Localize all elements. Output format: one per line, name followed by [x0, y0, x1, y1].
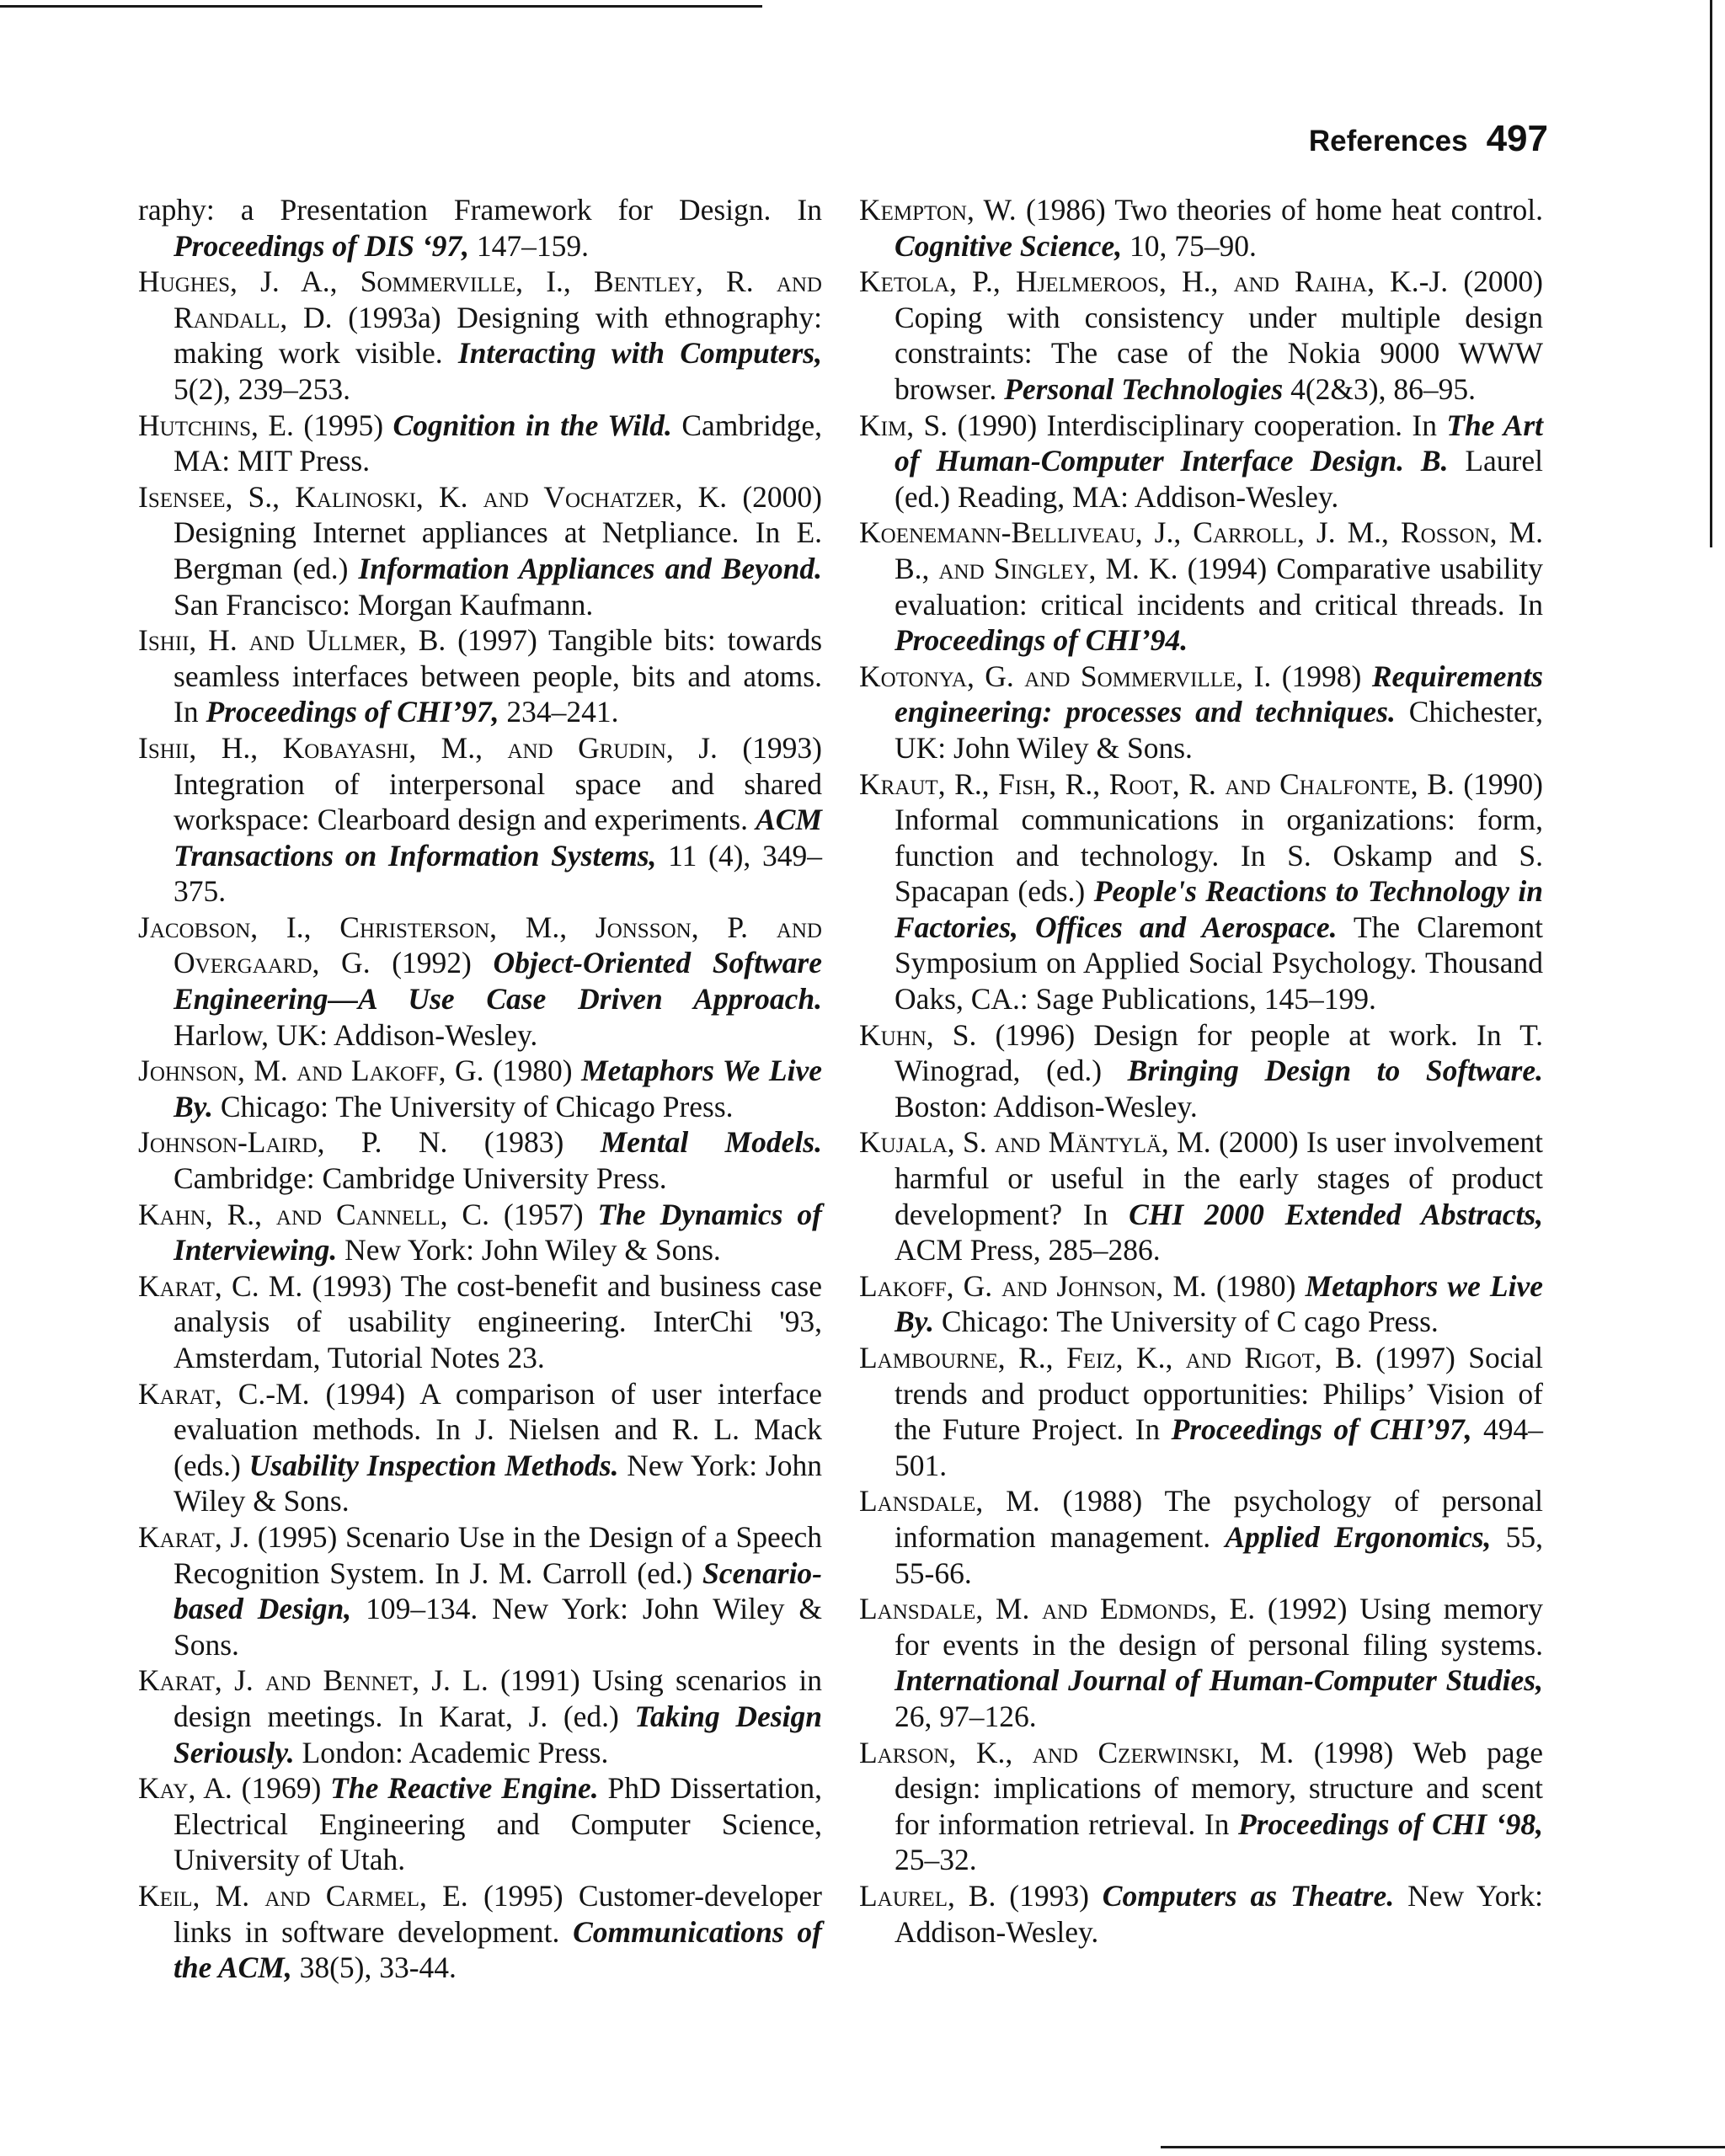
reference-authors: Lambourne, R., Feiz, K., and Rigot, B. [859, 1341, 1363, 1374]
reference-details: Boston: Addison-Wesley. [895, 1089, 1198, 1123]
reference-details: 10, 75–90. [1122, 228, 1257, 263]
references-left-column [138, 192, 822, 1986]
reference-authors: Karat, J. [138, 1519, 250, 1554]
reference-text: raphy: a Presentation Framework for Design. In [138, 193, 822, 227]
reference-authors: Hughes, J. A., Sommerville, I., Bentley, R. and Randall, D. [138, 264, 822, 334]
reference-details: San Francisco: Morgan Kaufmann. [174, 587, 594, 622]
reference-text: (1994) A comparison of user interface evaluation methods. In J. Nielsen and R. L. Mack (eds.) [174, 1376, 822, 1482]
running-header [1309, 118, 1548, 160]
reference-details: 55, 55-66. [895, 1519, 1544, 1590]
reference-authors: Ketola, P., Hjelmeroos, H., and Raiha, K.-J. [859, 264, 1449, 299]
reference-details: 4(2&3), 86–95. [1283, 371, 1476, 406]
reference-authors: Johnson-Laird, P. N. [138, 1125, 448, 1160]
reference-authors: Kay, A. [138, 1771, 232, 1806]
reference-entry [138, 264, 822, 407]
reference-text: (1980) [483, 1054, 582, 1088]
reference-details: 109–134. New York: John Wiley & Sons. [174, 1592, 823, 1662]
reference-entry [859, 408, 1543, 515]
reference-source: The Dynamics of Interviewing. [174, 1197, 822, 1267]
reference-text: (1993) The cost-benefit and business case analysis of usability engineering. InterChi '93, Amsterdam, Tutorial Notes 23. [174, 1268, 822, 1374]
reference-text: (1957) [489, 1197, 598, 1231]
reference-authors: Lakoff, G. and Johnson, M. [859, 1268, 1207, 1303]
reference-text: (1995) Scenario Use in the Design of a Speech Recognition System. In J. M. Carroll (ed.) [174, 1519, 822, 1590]
reference-text: (1992) Using memory for events in the design of personal filing systems. [895, 1592, 1544, 1662]
reference-details: 234–241. [499, 695, 619, 729]
reference-entry [138, 1197, 822, 1268]
reference-entry [138, 1124, 822, 1196]
references-right-column [859, 192, 1543, 1950]
top-rule [0, 5, 762, 8]
reference-entry [859, 1735, 1543, 1878]
reference-entry [138, 910, 822, 1053]
reference-source: Proceedings of CHI’94. [895, 623, 1188, 658]
reference-entry [859, 659, 1543, 766]
reference-authors: Larson, K., and Czerwinski, M. [859, 1735, 1295, 1769]
reference-source: People's Reactions to Technology in Factories, Offices and Aerospace. [895, 874, 1543, 944]
reference-entry [859, 1124, 1543, 1267]
reference-details: 5(2), 239–253. [174, 371, 351, 406]
reference-details: 38(5), 33-44. [291, 1951, 457, 1985]
reference-source: CHI 2000 Extended Abstracts, [1129, 1197, 1544, 1231]
reference-details: Harlow, UK: Addison-Wesley. [174, 1017, 538, 1052]
reference-details: Laurel (ed.) Reading, MA: Addison-Wesley. [895, 444, 1543, 514]
reference-source: Mental Models. [600, 1125, 822, 1160]
reference-source: Proceedings of DIS ‘97, [174, 228, 470, 263]
reference-authors: Karat, J. and Bennet, J. L. [138, 1663, 489, 1698]
reference-entry [859, 1340, 1543, 1483]
reference-entry [859, 1268, 1543, 1340]
reference-authors: Lansdale, M. [859, 1484, 1040, 1518]
reference-source: Proceedings of CHI ‘98, [1237, 1806, 1543, 1841]
reference-details: New York: John Wiley & Sons. [174, 1448, 822, 1518]
reference-text: (1991) Using scenarios in design meetings. In Karat, J. (ed.) [174, 1663, 822, 1733]
reference-text: (2000) Designing Internet appliances at Netpliance. In E. Bergman (ed.) [174, 479, 822, 585]
reference-entry [138, 1770, 822, 1878]
reference-source: ACM Transactions on Information Systems, [174, 803, 822, 873]
reference-details: Cambridge: Cambridge University Press. [174, 1161, 667, 1196]
reference-source: Information Appliances and Beyond. [358, 551, 822, 585]
reference-source: Object-Oriented Software Engineering—A Use Case Driven Approach. [174, 946, 822, 1017]
reference-source: Interacting with Computers, [457, 336, 822, 371]
reference-source: Proceedings of CHI’97, [1171, 1412, 1472, 1447]
reference-entry [138, 622, 822, 730]
reference-entry [138, 1268, 822, 1376]
reference-authors: Ishii, H., Kobayashi, M., and Grudin, J. [138, 730, 718, 765]
reference-authors: Kotonya, G. and Sommerville, I. [859, 659, 1272, 693]
reference-text: (1990) Informal communications in organizations: form, function and technology. In S. Oskamp and S. Spacapan (eds.) [895, 766, 1543, 909]
reference-authors: Karat, C.-M. [138, 1376, 310, 1411]
reference-source: Applied Ergonomics, [1225, 1519, 1492, 1554]
reference-entry [859, 1017, 1543, 1125]
reference-source: Communications of the ACM, [174, 1914, 822, 1985]
reference-entry [859, 192, 1543, 264]
reference-details: New York: John Wiley & Sons. [337, 1233, 721, 1267]
reference-authors: Jacobson, I., Christerson, M., Jonsson, P. and Overgaard, G. [138, 910, 822, 980]
reference-entry [859, 766, 1543, 1017]
reference-details: Chicago: The University of C cago Press. [934, 1305, 1439, 1339]
reference-authors: Kempton, W. [859, 193, 1017, 227]
reference-source: Metaphors We Live By. [174, 1054, 822, 1123]
reference-source: Taking Design Seriously. [174, 1699, 822, 1769]
reference-details: London: Academic Press. [294, 1735, 609, 1769]
reference-authors: Ishii, H. and Ullmer, B. [138, 623, 446, 658]
reference-authors: Laurel, B. [859, 1878, 996, 1913]
reference-text: (1997) Social trends and product opportunities: Philips’ Vision of the Future Project. In [895, 1341, 1543, 1447]
reference-text: (1998) [1271, 659, 1372, 693]
reference-text: (1983) [447, 1125, 601, 1160]
reference-text: (1986) Two theories of home heat control. [1016, 193, 1544, 227]
page-number: 497 [1486, 118, 1548, 159]
reference-source: Usability Inspection Methods. [248, 1448, 619, 1482]
reference-entry [859, 1878, 1543, 1950]
reference-source: The Reactive Engine. [330, 1771, 599, 1806]
reference-entry [138, 1662, 822, 1770]
reference-text: (1993a) Designing with ethnography: making work visible. [174, 300, 822, 371]
reference-text: (1993) Integration of interpersonal space and shared workspace: Clearboard design and experiments. [174, 730, 822, 837]
reference-authors: Karat, C. M. [138, 1268, 303, 1303]
reference-text: (2000) Is user involvement harmful or useful in the early stages of product development? In [895, 1125, 1543, 1231]
reference-source: Proceedings of CHI’97, [206, 695, 499, 729]
reference-source: The Art of Human-Computer Interface Design. B. [895, 408, 1543, 478]
reference-details: 494–501. [895, 1412, 1543, 1482]
reference-text: (1993) [996, 1878, 1103, 1913]
reference-entry [138, 1053, 822, 1124]
reference-authors: Johnson, M. and Lakoff, G. [138, 1054, 484, 1088]
reference-source: Metaphors we Live By. [895, 1268, 1543, 1339]
reference-source: Computers as Theatre. [1102, 1878, 1395, 1913]
reference-entry [138, 1519, 822, 1662]
reference-authors: Kim, S. [859, 408, 948, 442]
reference-authors: Lansdale, M. and Edmonds, E. [859, 1592, 1256, 1626]
reference-entry [859, 1591, 1543, 1734]
reference-text: (1998) Web page design: implications of memory, structure and scent for information retrieval. In [895, 1735, 1543, 1841]
reference-authors: Koenemann-Belliveau, J., Carroll, J. M., Rosson, M. B., and Singley, M. K. [859, 515, 1543, 585]
reference-details: ACM Press, 285–286. [895, 1233, 1161, 1267]
reference-entry [138, 408, 822, 479]
reference-details: 25–32. [895, 1843, 977, 1877]
reference-authors: Keil, M. and Carmel, E. [138, 1878, 468, 1913]
reference-entry [859, 1483, 1543, 1591]
reference-details: 11 (4), 349–375. [174, 838, 822, 909]
reference-text: (1994) Comparative usability evaluation: critical incidents and critical threads. In [895, 551, 1543, 622]
running-header-title: References [1308, 125, 1468, 157]
reference-details: 147–159. [469, 228, 590, 263]
reference-authors: Isensee, S., Kalinoski, K. and Vochatzer, K. [138, 479, 728, 514]
reference-entry [859, 264, 1543, 407]
reference-source: Cognition in the Wild. [393, 408, 672, 442]
reference-authors: Kujala, S. and Mäntylä, M. [859, 1125, 1211, 1160]
reference-text: (1997) Tangible bits: towards seamless interfaces between people, bits and atoms. In [174, 623, 823, 729]
reference-entry [138, 1878, 822, 1986]
reference-source: Personal Technologies [1004, 371, 1284, 406]
reference-authors: Hutchins, E. [138, 408, 294, 442]
reference-source: International Journal of Human-Computer Studies, [895, 1663, 1543, 1698]
right-edge-rule [1710, 0, 1712, 547]
reference-text: (1988) The psychology of personal information management. [895, 1484, 1543, 1554]
reference-details: PhD Dissertation, Electrical Engineering and Computer Science, University of Utah. [174, 1771, 822, 1877]
reference-text: (1995) Customer-developer links in software development. [174, 1878, 822, 1949]
reference-details: Chicago: The University of Chicago Press. [213, 1089, 734, 1123]
reference-details: 26, 97–126. [895, 1699, 1037, 1733]
reference-source: Requirements engineering: processes and techniques. [895, 659, 1543, 729]
reference-authors: Kahn, R., and Cannell, C. [138, 1197, 489, 1231]
reference-text: (1996) Design for people at work. In T. Winograd, (ed.) [895, 1017, 1543, 1088]
reference-details: The Claremont Symposium on Applied Social Psychology. Thousand Oaks, CA.: Sage Publications, 145–199. [895, 910, 1543, 1017]
reference-text: (1990) Interdisciplinary cooperation. In [948, 408, 1447, 442]
reference-entry [138, 1376, 822, 1519]
reference-details: Cambridge, MA: MIT Press. [174, 408, 822, 478]
reference-entry [138, 730, 822, 910]
reference-entry [138, 192, 822, 264]
reference-text: (1995) [293, 408, 393, 442]
reference-text: (1969) [232, 1771, 331, 1806]
reference-entry [859, 515, 1543, 658]
reference-details: New York: Addison-Wesley. [895, 1878, 1543, 1949]
reference-text: (2000) Coping with consistency under multiple design constraints: The case of the Nokia 9000 WWW browser. [895, 264, 1543, 406]
reference-text: (1980) [1206, 1268, 1306, 1303]
reference-source: Cognitive Science, [895, 228, 1123, 263]
reference-details: Chichester, UK: John Wiley & Sons. [895, 695, 1543, 765]
reference-authors: Kraut, R., Fish, R., Root, R. and Chalfonte, B. [859, 766, 1455, 801]
reference-source: Bringing Design to Software. [1127, 1054, 1543, 1088]
reference-authors: Kuhn, S. [859, 1017, 977, 1052]
reference-entry [138, 479, 822, 622]
reference-text: (1992) [370, 946, 494, 980]
reference-source: Scenario-based Design, [174, 1556, 822, 1626]
bottom-rule [1161, 2146, 1725, 2148]
